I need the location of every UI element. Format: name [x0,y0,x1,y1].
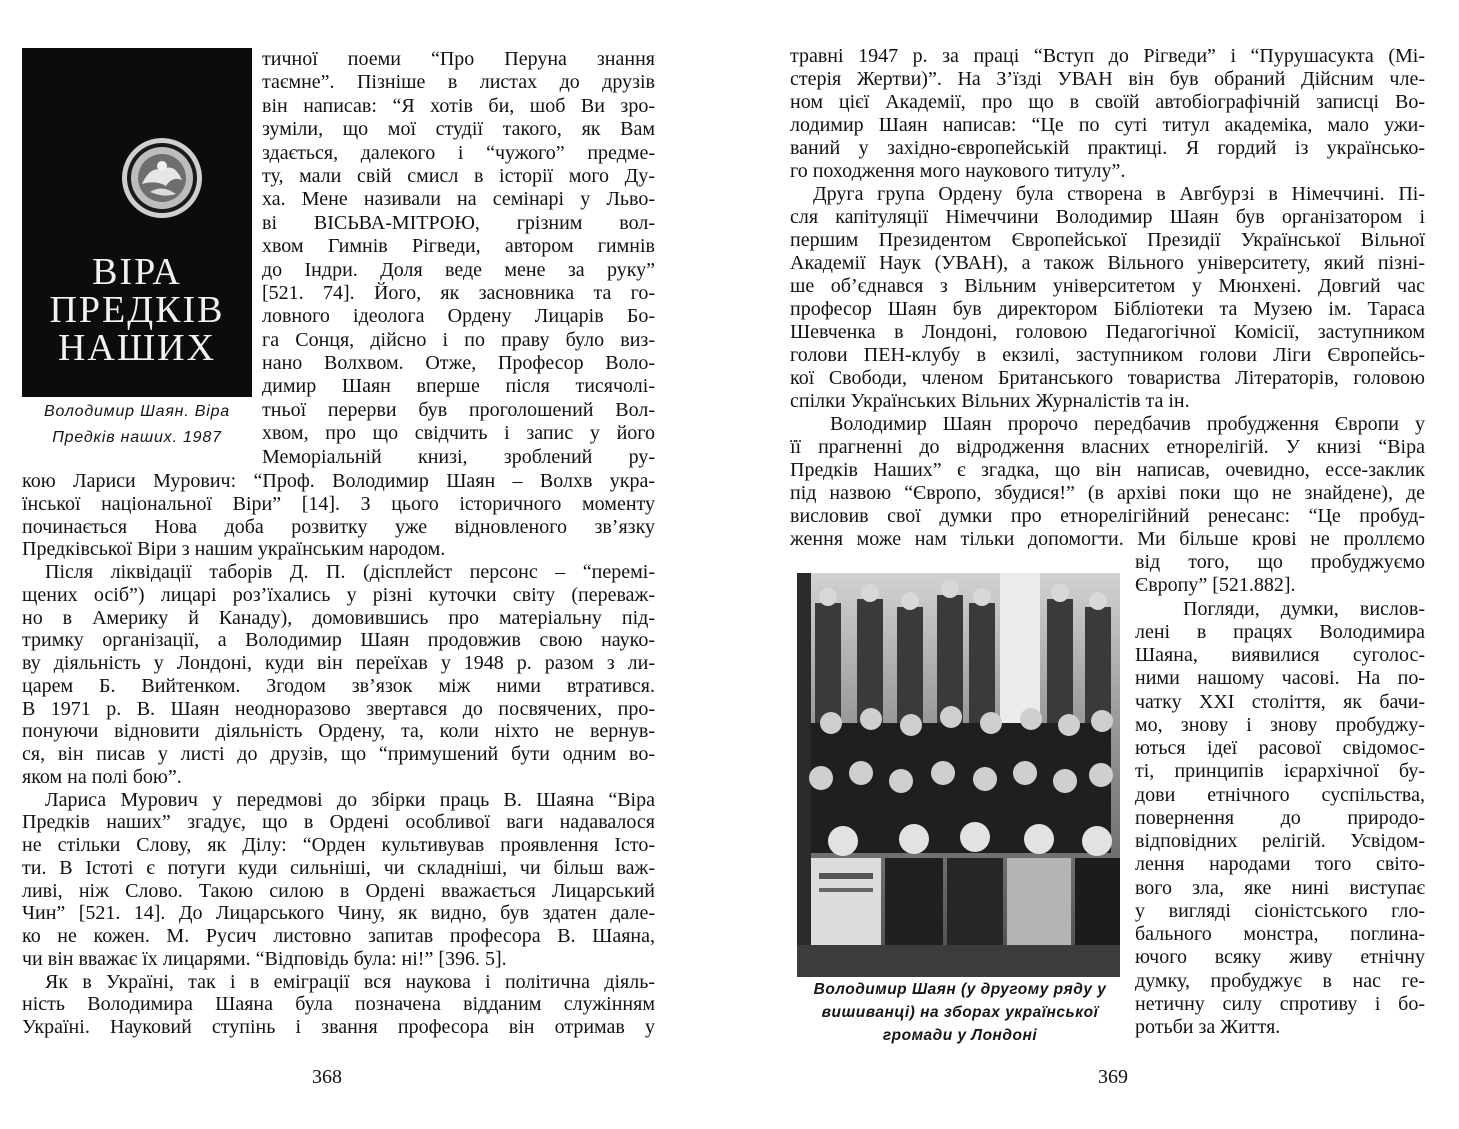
text-line: ними нашому часові. На по- [1135,667,1425,690]
text-line: думку, пробуджує в нас ге- [1135,969,1425,992]
text-line: у вигляді сіоністського гло- [1135,899,1425,922]
text-line: [521. 74]. Його, як засновника та го- [262,281,655,304]
text-line: ко не кожен. М. Русич листовно запитав професора В. Шаяна, [22,925,655,947]
book-cover-image [22,48,252,397]
text-line: кої Свободи, членом Британського товариства Літераторів, головою [790,367,1425,389]
text-line: Предківської Віри з нашим українським народом. [22,538,446,561]
text-line: першим Президентом Європейської Президії Української Вільної [790,229,1425,251]
paragraph-first-line: Після ліквідації таборів Д. П. (дісплейст персонс – “перемі- [45,561,655,583]
text-line: понуючи відновити діяльність Ордену, та, коли ніхто не вернув- [22,720,655,743]
text-line: голови ПЕН-клубу в екзилі, заступником голови Ліги Європейсь- [790,344,1425,366]
text-line: Шевченка в Лондоні, головою Педагогічної Комісії, заступником [790,321,1425,343]
cover-title-line: ВІРА [92,251,182,293]
text-line: Меморіальній книзі, зроблений ру- [262,445,655,468]
paragraph-first-line: Лариса Мурович у передмові до збірки праць В. Шаяна “Віра [45,788,655,811]
text-line: ротьби за Життя. [1135,1016,1281,1038]
text-line: ном цієї Академії, про що в своїй автобіографічній записці Во- [790,91,1425,113]
text-line: лодимир Шаян написав: “Це по суті титул академіка, мало ужи- [790,114,1425,136]
text-line: сля капітуляції Німеччини Володимир Шаян був організатором і [790,206,1425,228]
text-line: її прагненні до відродження власних етнорелігій. У книзі “Віра [790,436,1425,458]
text-line: ту, мали свій смисл в історії мого Ду- [262,164,655,187]
text-line: кою Лариси Мурович: “Проф. Володимир Шаян – Волхв укра- [22,470,655,492]
caption-line: громади у Лондоні [882,1027,1038,1044]
text-line: го походження мого наукового титулу”. [790,160,1126,182]
text-line: димир Шаян вперше після тисячолі- [262,375,655,398]
text-line: царем Б. Вийтенком. Згодом зв’язок між ними втратився. [22,674,655,697]
text-line: професор Шаян був директором Бібліотеки та Музею ім. Тараса [790,298,1425,320]
text-line: ся, він писав у листі до друзів, що “примушений бути одним во- [22,743,655,765]
right-page-side-column [1135,551,1425,1039]
text-line: він написав: “Я хотів би, шоб Ви зро- [262,94,655,117]
text-line: тньої перерви був проголошений Вол- [262,398,655,421]
page-number-right: 369 [1098,1066,1128,1088]
text-line: яком на полі бою”. [22,765,182,788]
text-line: чатку XXI століття, як бачи- [1135,690,1425,713]
cover-emblem-icon [120,136,204,220]
text-line: тичної поеми “Про Перуна знання [262,48,655,70]
text-line: спілки Українських Вільних Журналістів та ін. [790,390,1190,412]
text-line: ти. В Істоті є потуги куди сильніші, чи складніші, чи більш важ- [22,856,655,879]
text-line: висловив свої думки про етнорелігійний ренесанс: “Це пробуд- [790,505,1425,527]
text-line: починається Нова доба розвитку уже відновленого зв’язку [22,515,655,538]
text-line: лені в працях Володимира [1135,620,1425,643]
text-line: під назвою “Європо, збудися!” (в архіві поки що не знайдене), де [790,482,1425,504]
text-line: ливі, ніж Слово. Такою силою в Ордені вважається Лицарський [22,879,655,902]
text-line: Україні. Науковий ступінь і звання професора він отримав у [22,1016,655,1038]
text-line: нано Волхвом. Отже, Професор Воло- [262,352,655,375]
text-line: бального монстра, поглина- [1135,923,1425,945]
text-line: вого зла, яке нині виступає [1135,876,1425,899]
text-line: їнської національної Віри” [14]. З цього історичного моменту [22,492,655,515]
text-line: ха. Мене називали на семінарі у Льво- [262,188,655,211]
text-line: Академії Наук (УВАН), а також Вільного університету, який пізні- [790,252,1425,274]
caption-line: Володимир Шаян (у другому ряду у [813,981,1107,998]
text-line: дови етнічного суспільства, [1135,783,1425,806]
text-line: ву діяльність у Лондоні, куди він переїхав у 1948 р. разом з ли- [22,652,655,674]
cover-caption [22,399,252,451]
text-line: Предків наших” згадує, що в Ордені особливої ваги надавалося [22,811,655,834]
text-line: ваний у західно-європейській практиці. Я гордий із українсько- [790,137,1425,159]
cover-title [22,253,252,367]
text-line: стерія Жертви)”. На З’їзді УВАН він був обраний Дійсним чле- [790,68,1425,90]
text-line: ті, принципів ієрархічної бу- [1135,760,1425,783]
cover-title-line: ПРЕДКІВ [49,289,225,331]
paragraph-first-line: Погляди, думки, вислов- [1183,597,1425,620]
text-line: ше об’єднався з Вільним університетом у Мюнхені. Довгий час [790,275,1425,297]
text-line: мо, знову і знову пробуджу- [1135,713,1425,736]
text-line: Предків Наших” є згадка, що він написав, очевидно, ессе-заклик [790,459,1425,481]
photo-caption [798,978,1122,1047]
text-line: ність Володимира Шаяна була позначена відданим служінням [22,993,655,1016]
paragraph-first-line: Друга група Ордену була створена в Авгбурзі в Німеччині. Пі- [813,183,1425,205]
text-line: Шаяна, виявилися суголос- [1135,644,1425,666]
right-page-top-column [790,45,1425,551]
text-line: хвом, про що свідчить і запис у його [262,422,655,445]
text-line: зуміли, що мої студії такого, як Вам [262,118,655,141]
text-line: здається, далекого і “чужого” предме- [262,141,655,164]
text-line: Європу” [521.882]. [1135,574,1296,597]
text-line: хвом Гимнів Рігведи, автором гимнів [262,235,655,258]
text-line: чи він вважає їх лицарями. “Відповідь була: ні!” [396. 5]. [22,947,507,970]
text-line: ження може нам тільки допомогти. Ми більше крові не проллємо [790,528,1425,550]
text-line: ві ВІСЬВА-МІТРОЮ, грізним вол- [262,211,655,234]
text-line: повернення до природо- [1135,806,1425,829]
text-line: Чин” [521. 14]. До Лицарського Чину, як видно, був здатен дале- [22,902,655,925]
text-line: щених осіб”) лицарі роз’їхались у різні куточки світу (переваж- [22,583,655,606]
text-line: ються ідеї расової свідомос- [1135,737,1425,759]
caption-line: вишиванці) на зборах української [821,1004,1099,1021]
caption-line: Володимир Шаян. Віра [44,403,230,420]
page-number-left: 368 [312,1066,342,1088]
text-line: травні 1947 р. за праці “Вступ до Рігведи” і “Пурушасукта (Мі- [790,45,1425,67]
text-line: до Індри. Доля веде мене за руку” [262,258,655,281]
paragraph-first-line: Як в Україні, так і в еміграції вся наукова і політична діяль- [45,970,655,993]
text-line: тримку організації, а Володимир Шаян продовжив свою науко- [22,629,655,652]
left-page-wide-column [22,470,655,1039]
text-line: ловного ідеолога Ордену Лицарів Бо- [262,305,655,328]
crowd-photo [797,573,1120,977]
cover-title-line: НАШИХ [57,327,217,369]
text-line: лення народами того світо- [1135,853,1425,876]
left-page-narrow-column [262,48,655,469]
text-line: нетичну силу спротиву і бо- [1135,992,1425,1015]
text-line: га Сонця, дійсно і по праву було виз- [262,328,655,351]
text-line: но в Америку й Канаду), домовившись про матеріальну під- [22,606,655,629]
text-line: таємне”. Пізніше в листах до друзів [262,71,655,94]
caption-line: Предків наших. 1987 [52,429,222,446]
text-line: не стільки Слову, як Ділу: “Орден культивував проявлення Істо- [22,834,655,856]
paragraph-first-line: Володимир Шаян пророчо передбачив пробудження Європи у [830,413,1425,435]
text-line: В 1971 р. В. Шаян неодноразово звертався до посвячених, про- [22,697,655,720]
text-line: ючого всяку живу етнічну [1135,946,1425,969]
text-line: відповідних релігій. Усвідом- [1135,830,1425,852]
text-line: від того, що пробуджуємо [1135,551,1425,573]
